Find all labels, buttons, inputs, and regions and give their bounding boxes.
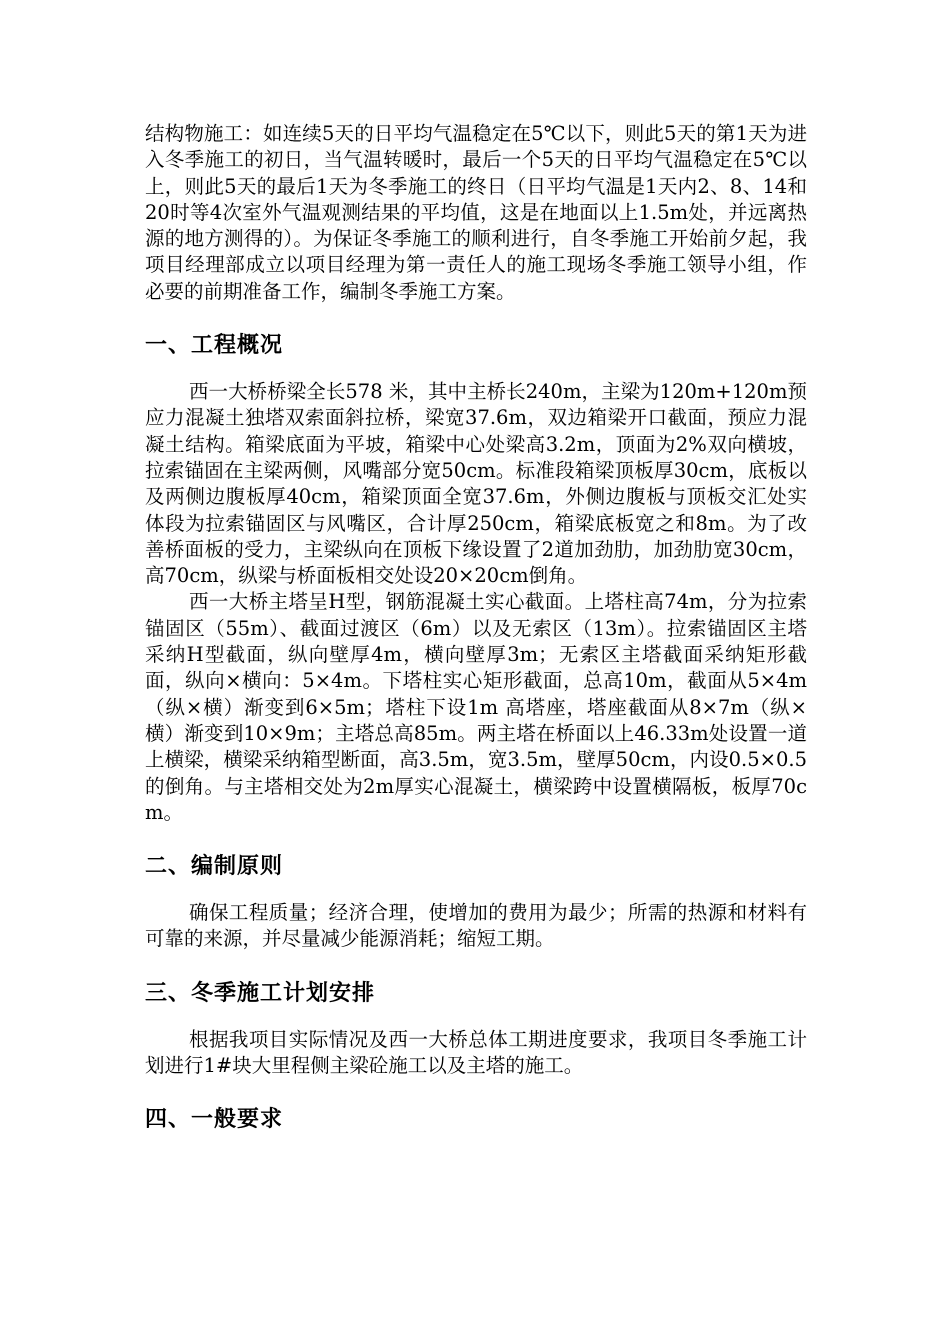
section-heading-requirements: 四、一般要求 — [145, 1107, 284, 1133]
principles-paragraph: 确保工程质量；经济合理，使增加的费用为最少；所需的热源和材料有可靠的来源，并尽量减少能源消耗；缩短工期。 — [145, 901, 807, 951]
document-body — [145, 121, 807, 1135]
section-heading-schedule: 三、冬季施工计划安排 — [145, 980, 376, 1006]
overview-paragraph-tower: 西一大桥主塔呈H型，钢筋混凝土实心截面。上塔柱高74m，分为拉索锚固区（55m）、截面过渡区（6m）以及无索区（13m）。拉索锚固区主塔采纳H型截面，纵向壁厚4m，横向壁厚3m；无索区主塔截面采纳矩形截面，纵向×横向：5×4m。下塔柱实心矩形截面，总高10m，截面从5×4m（纵×横）渐变到6×5m；塔柱下设1m 高塔座，塔座截面从8×7m（纵×横）渐变到10×9m；主塔总高85m。两主塔在桥面以上46.33m处设置一道上横梁，横梁采纳箱型断面，高3.5m，宽3.5m，壁厚50cm，内设0.5×0.5的倒角。与主塔相交处为2m厚实心混凝土，横梁跨中设置横隔板，板厚70cm。 — [145, 590, 807, 824]
intro-paragraph: 结构物施工：如连续5天的日平均气温稳定在5℃以下，则此5天的第1天为进入冬季施工的初日，当气温转暖时，最后一个5天的日平均气温稳定在5℃以上，则此5天的最后1天为冬季施工的终日（日平均气温是1天内2、8、14和20时等4次室外气温观测结果的平均值，这是在地面以上1.5m处，并远离热源的地方测得的）。为保证冬季施工的顺利进行，自冬季施工开始前夕起，我项目经理部成立以项目经理为第一责任人的施工现场冬季施工领导小组，作必要的前期准备工作，编制冬季施工方案。 — [145, 122, 807, 303]
section-heading-overview: 一、工程概况 — [145, 333, 284, 359]
schedule-paragraph: 根据我项目实际情况及西一大桥总体工期进度要求，我项目冬季施工计划进行1#块大里程侧主梁砼施工以及主塔的施工。 — [145, 1027, 807, 1078]
overview-paragraph-bridge: 西一大桥桥梁全长578 米，其中主桥长240m，主梁为120m+120m预应力混凝土独塔双索面斜拉桥，梁宽37.6m，双边箱梁开口截面，预应力混凝土结构。箱梁底面为平坡，箱梁中心处梁高3.2m，顶面为2%双向横坡，拉索锚固在主梁两侧，风嘴部分宽50cm。标准段箱梁顶板厚30cm，底板以及两侧边腹板厚40cm，箱梁顶面全宽37.6m，外侧边腹板与顶板交汇处实体段为拉索锚固区与风嘴区，合计厚250cm，箱梁底板宽之和8m。为了改善桥面板的受力，主梁纵向在顶板下缘设置了2道加劲肋，加劲肋宽30cm，高70cm，纵梁与桥面板相交处设20×20cm倒角。 — [145, 380, 807, 588]
section-heading-principles: 二、编制原则 — [145, 854, 284, 880]
